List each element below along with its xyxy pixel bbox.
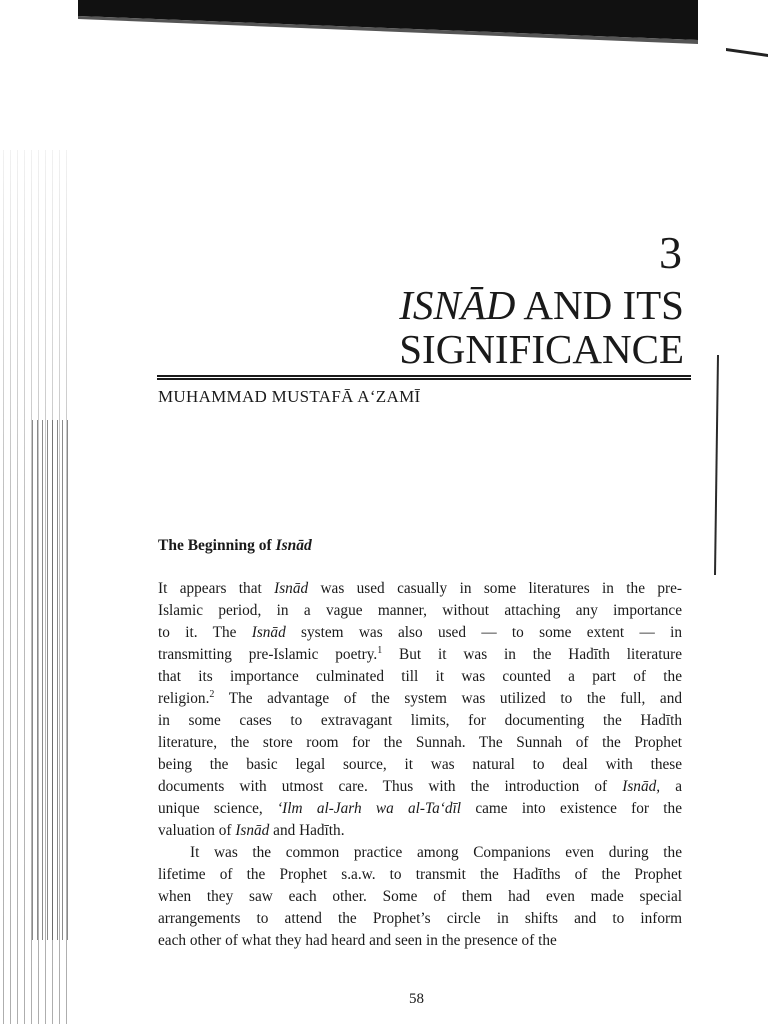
author-name: MUHAMMAD MUSTAFĀ A‘ZAMĪ — [158, 387, 421, 406]
title-double-rule — [157, 375, 691, 380]
scan-page-edge — [714, 355, 720, 575]
text-run: valuation of — [158, 822, 236, 839]
paragraph-2 — [158, 842, 682, 952]
text-run: The advantage of the system was utilized to the full, and — [214, 690, 682, 707]
text-line — [158, 688, 682, 710]
section-heading — [158, 537, 312, 555]
chapter-title-rest: AND ITS — [515, 282, 684, 328]
text-run: that its importance culminated till it was counted a part of the — [158, 668, 682, 685]
text-line — [158, 732, 682, 754]
text-run: each other of what they had heard and seen in the presence of the — [158, 932, 557, 949]
text-line — [158, 864, 682, 886]
text-run: literature, the store room for the Sunnah. The Sunnah of the Prophet — [158, 734, 682, 751]
text-run: It appears that — [158, 580, 275, 597]
footnote-ref[interactable]: 2 — [209, 689, 215, 700]
text-line — [158, 908, 682, 930]
text-run: documents with utmost care. Thus with the introduction of — [158, 778, 623, 795]
text-run: religion. — [158, 690, 210, 707]
text-line — [158, 798, 682, 820]
text-run: unique science, — [158, 800, 278, 817]
scan-edge-shadow — [78, 0, 698, 44]
footnote-ref[interactable]: 1 — [377, 645, 383, 656]
text-line — [158, 886, 682, 908]
text-run: system was also used — to some extent — in — [285, 624, 683, 641]
italic-term: Isnād — [274, 580, 309, 597]
text-line — [158, 622, 682, 644]
chapter-number: 3 — [659, 227, 682, 278]
text-line — [158, 578, 682, 600]
text-run: was used casually in some literatures in the pre- — [308, 580, 682, 597]
text-line — [158, 776, 682, 798]
text-run: being the basic legal source, it was natural to deal with these — [158, 756, 682, 773]
body-text — [158, 578, 682, 952]
text-line — [158, 710, 682, 732]
text-line — [158, 930, 682, 952]
paragraph-1 — [158, 578, 682, 842]
text-line — [158, 600, 682, 622]
text-run: arrangements to attend the Prophet’s circle in shifts and to inform — [158, 910, 682, 927]
text-run: in some cases to extravagant limits, for documenting the Hadīth — [158, 712, 682, 729]
text-run: But it was in the Hadīth literature — [382, 646, 682, 663]
chapter-title — [264, 283, 684, 371]
section-heading-italic: Isnād — [275, 537, 312, 554]
text-line — [158, 666, 682, 688]
italic-term: Isnād, — [622, 778, 661, 795]
page-number: 58 — [409, 991, 424, 1007]
text-run: and Hadīth. — [269, 822, 345, 839]
scan-binding-shadow-dark — [30, 420, 70, 940]
text-run: It was the common practice among Companions even during the — [190, 844, 682, 861]
chapter-title-line-1 — [264, 283, 684, 327]
text-run: when they saw each other. Some of them had even made special — [158, 888, 682, 905]
italic-term: Isnād — [251, 624, 286, 641]
italic-term: Isnād — [235, 822, 270, 839]
text-run: transmitting pre-Islamic poetry. — [158, 646, 378, 663]
text-run: a — [660, 778, 682, 795]
text-line — [158, 842, 682, 864]
text-run: lifetime of the Prophet s.a.w. to transmit the Hadīths of the Prophet — [158, 866, 682, 883]
text-line — [158, 820, 682, 842]
chapter-title-isnad: ISNĀD — [399, 282, 516, 328]
text-line — [158, 754, 682, 776]
text-run: Islamic period, in a vague manner, without attaching any importance — [158, 602, 682, 619]
scan-margin-mark — [726, 44, 768, 58]
section-heading-prefix: The Beginning of — [158, 537, 276, 554]
text-line — [158, 644, 682, 666]
italic-term: ‘Ilm al-Jarh wa al-Ta‘dīl — [277, 800, 462, 817]
chapter-title-line-2: SIGNIFICANCE — [399, 326, 684, 372]
text-run: to it. The — [158, 624, 252, 641]
text-run: came into existence for the — [461, 800, 682, 817]
